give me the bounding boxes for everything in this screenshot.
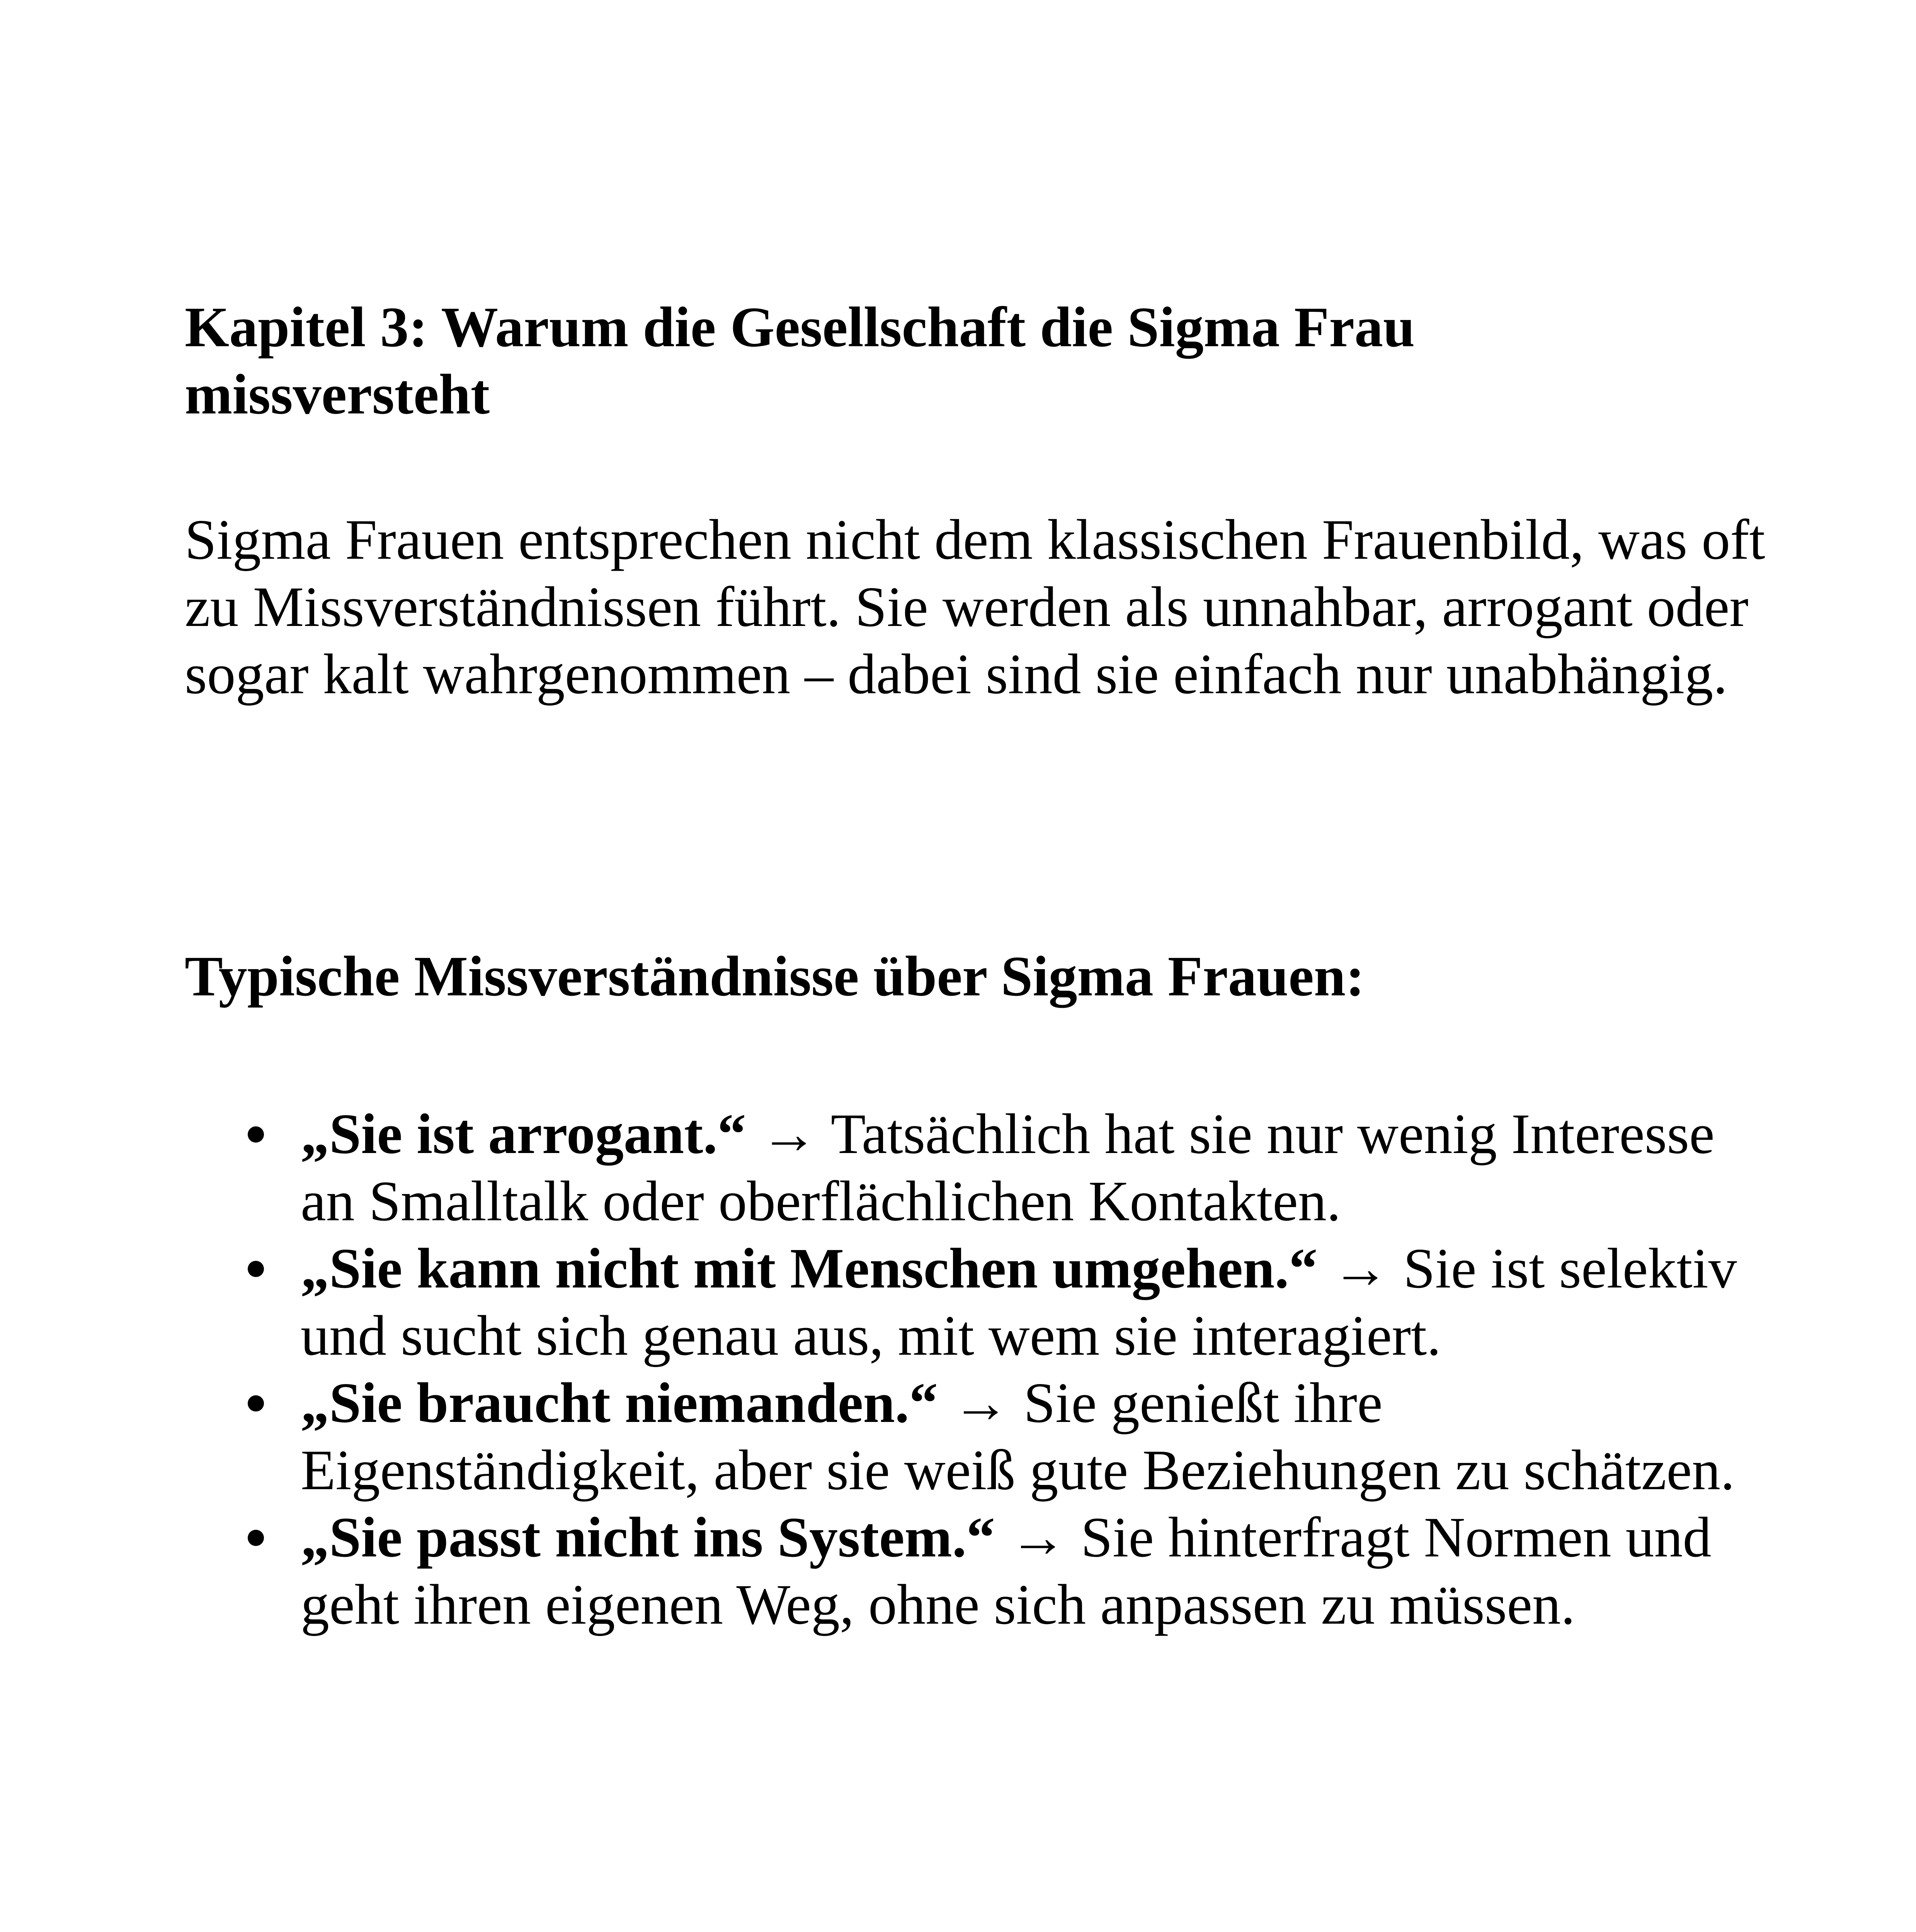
misconception-explanation: → Sie genießt ihre Eigenständigkeit, aber sie weiß gute Beziehungen zu schätzen. xyxy=(301,1371,1735,1502)
intro-paragraph: Sigma Frauen entsprechen nicht dem klassischen Frauenbild, was oft zu Missverständnissen führt. Sie werden als unnahbar, arrogant oder sogar kalt wahrgenommen – dabei sind sie einfach nur unabhängig. xyxy=(185,508,1765,706)
list-item xyxy=(185,1235,1769,1369)
list-item xyxy=(185,1100,1769,1235)
misconception-quote: „Sie braucht niemanden.“ xyxy=(301,1371,938,1435)
bullet-icon xyxy=(248,1395,264,1412)
misconception-explanation: → Tatsächlich hat sie nur wenig Interesse an Smalltalk oder oberflächlichen Kontakten. xyxy=(301,1102,1715,1233)
list-item xyxy=(185,1369,1769,1504)
bullet-icon xyxy=(248,1261,264,1277)
chapter-title: Kapitel 3: Warum die Gesellschaft die Sigma Frau missversteht xyxy=(185,296,1415,426)
misconception-quote: „Sie passt nicht ins System.“ xyxy=(301,1506,995,1569)
misconception-quote: „Sie ist arrogant.“ xyxy=(301,1102,746,1166)
misconception-explanation: → Sie ist selektiv und sucht sich genau aus, mit wem sie interagiert. xyxy=(301,1237,1737,1367)
misconceptions-heading: Typische Missverständnisse über Sigma Frauen: xyxy=(185,945,1365,1008)
misconceptions-list xyxy=(185,1100,1769,1638)
misconception-quote: „Sie kann nicht mit Menschen umgehen.“ xyxy=(301,1237,1318,1300)
bullet-icon xyxy=(248,1126,264,1143)
list-item xyxy=(185,1504,1769,1638)
misconception-explanation: → Sie hinterfragt Normen und geht ihren eigenen Weg, ohne sich anpassen zu müssen. xyxy=(301,1506,1712,1636)
bullet-icon xyxy=(248,1530,264,1546)
